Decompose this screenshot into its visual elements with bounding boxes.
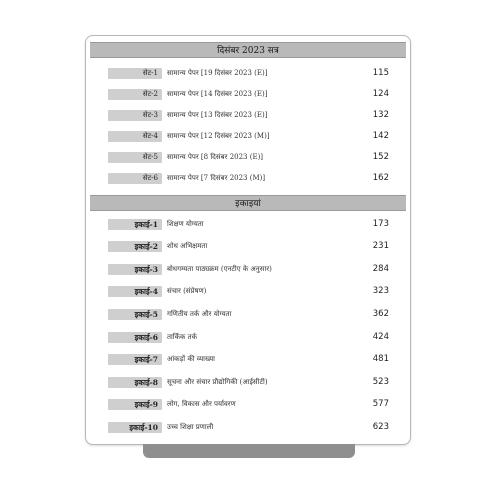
table-of-contents-card	[85, 35, 411, 445]
item-description: सामान्य पेपर [14 दिसंबर 2023 (E)]	[167, 89, 268, 98]
list-item[interactable]	[86, 284, 410, 298]
unit-badge: इकाई-8	[108, 377, 162, 388]
item-description: सामान्य पेपर [7 दिसंबर 2023 (M)]	[167, 173, 266, 182]
item-description: सामान्य पेपर [19 दिसंबर 2023 (E)]	[167, 68, 268, 77]
section-header-units: इकाइयां	[90, 195, 406, 211]
list-item[interactable]	[86, 217, 410, 231]
list-item[interactable]	[86, 150, 410, 164]
item-description: आंकड़ों की व्याख्या	[167, 354, 215, 363]
item-description: तार्किक तर्क	[167, 332, 197, 341]
page-number: 124	[372, 88, 389, 99]
unit-badge: इकाई-3	[108, 264, 162, 275]
page-number: 523	[372, 376, 389, 387]
item-description: उच्च शिक्षा प्रणाली	[167, 422, 214, 431]
page-number: 577	[372, 398, 389, 409]
item-description: संचार (संप्रेषण)	[167, 286, 207, 295]
list-item[interactable]	[86, 330, 410, 344]
page-number: 362	[372, 308, 389, 319]
item-description: सामान्य पेपर [8 दिसंबर 2023 (E)]	[167, 152, 264, 161]
unit-badge: इकाई-2	[108, 241, 162, 252]
set-badge: सेट-4	[108, 131, 162, 142]
page-number: 231	[372, 240, 389, 251]
item-description: बोधगम्यता पाठ्यक्रम (एनटीए के अनुसार)	[167, 264, 272, 273]
item-description: गणितीय तर्क और योग्यता	[167, 309, 232, 318]
item-description: लोग, विकास और पर्यावरण	[167, 399, 236, 408]
list-item[interactable]	[86, 87, 410, 101]
page-number: 173	[372, 218, 389, 229]
list-item[interactable]	[86, 108, 410, 122]
page-number: 481	[372, 353, 389, 364]
unit-badge: इकाई-9	[108, 399, 162, 410]
set-badge: सेट-5	[108, 152, 162, 163]
page-number: 424	[372, 331, 389, 342]
item-description: सूचना और संचार प्रौद्योगिकी (आईसीटी)	[167, 377, 268, 386]
page-number: 162	[372, 172, 389, 183]
unit-badge: इकाई-4	[108, 286, 162, 297]
list-item[interactable]	[86, 397, 410, 411]
page-number: 623	[372, 421, 389, 432]
unit-badge: इकाई-6	[108, 332, 162, 343]
page-number: 284	[372, 263, 389, 274]
item-description: शोध अभिक्षमता	[167, 241, 208, 250]
item-description: सामान्य पेपर [13 दिसंबर 2023 (E)]	[167, 110, 268, 119]
list-item[interactable]	[86, 239, 410, 253]
page-stack-edge	[143, 444, 355, 458]
page-number: 152	[372, 151, 389, 162]
list-item[interactable]	[86, 352, 410, 366]
unit-badge: इकाई-5	[108, 309, 162, 320]
unit-badge: इकाई-1	[108, 219, 162, 230]
list-item[interactable]	[86, 262, 410, 276]
page-number: 115	[372, 67, 389, 78]
list-item[interactable]	[86, 66, 410, 80]
set-badge: सेट-6	[108, 173, 162, 184]
set-badge: सेट-2	[108, 89, 162, 100]
list-item[interactable]	[86, 420, 410, 434]
list-item[interactable]	[86, 129, 410, 143]
section-header-december-2023: दिसंबर 2023 सत्र	[90, 42, 406, 58]
page-number: 132	[372, 109, 389, 120]
list-item[interactable]	[86, 375, 410, 389]
list-item[interactable]	[86, 307, 410, 321]
unit-badge: इकाई-7	[108, 354, 162, 365]
unit-badge: इकाई-10	[108, 422, 162, 433]
item-description: सामान्य पेपर [12 दिसंबर 2023 (M)]	[167, 131, 270, 140]
set-badge: सेट-1	[108, 68, 162, 79]
set-badge: सेट-3	[108, 110, 162, 121]
page-number: 323	[372, 285, 389, 296]
item-description: शिक्षण योग्यता	[167, 219, 204, 228]
page-number: 142	[372, 130, 389, 141]
list-item[interactable]	[86, 171, 410, 185]
